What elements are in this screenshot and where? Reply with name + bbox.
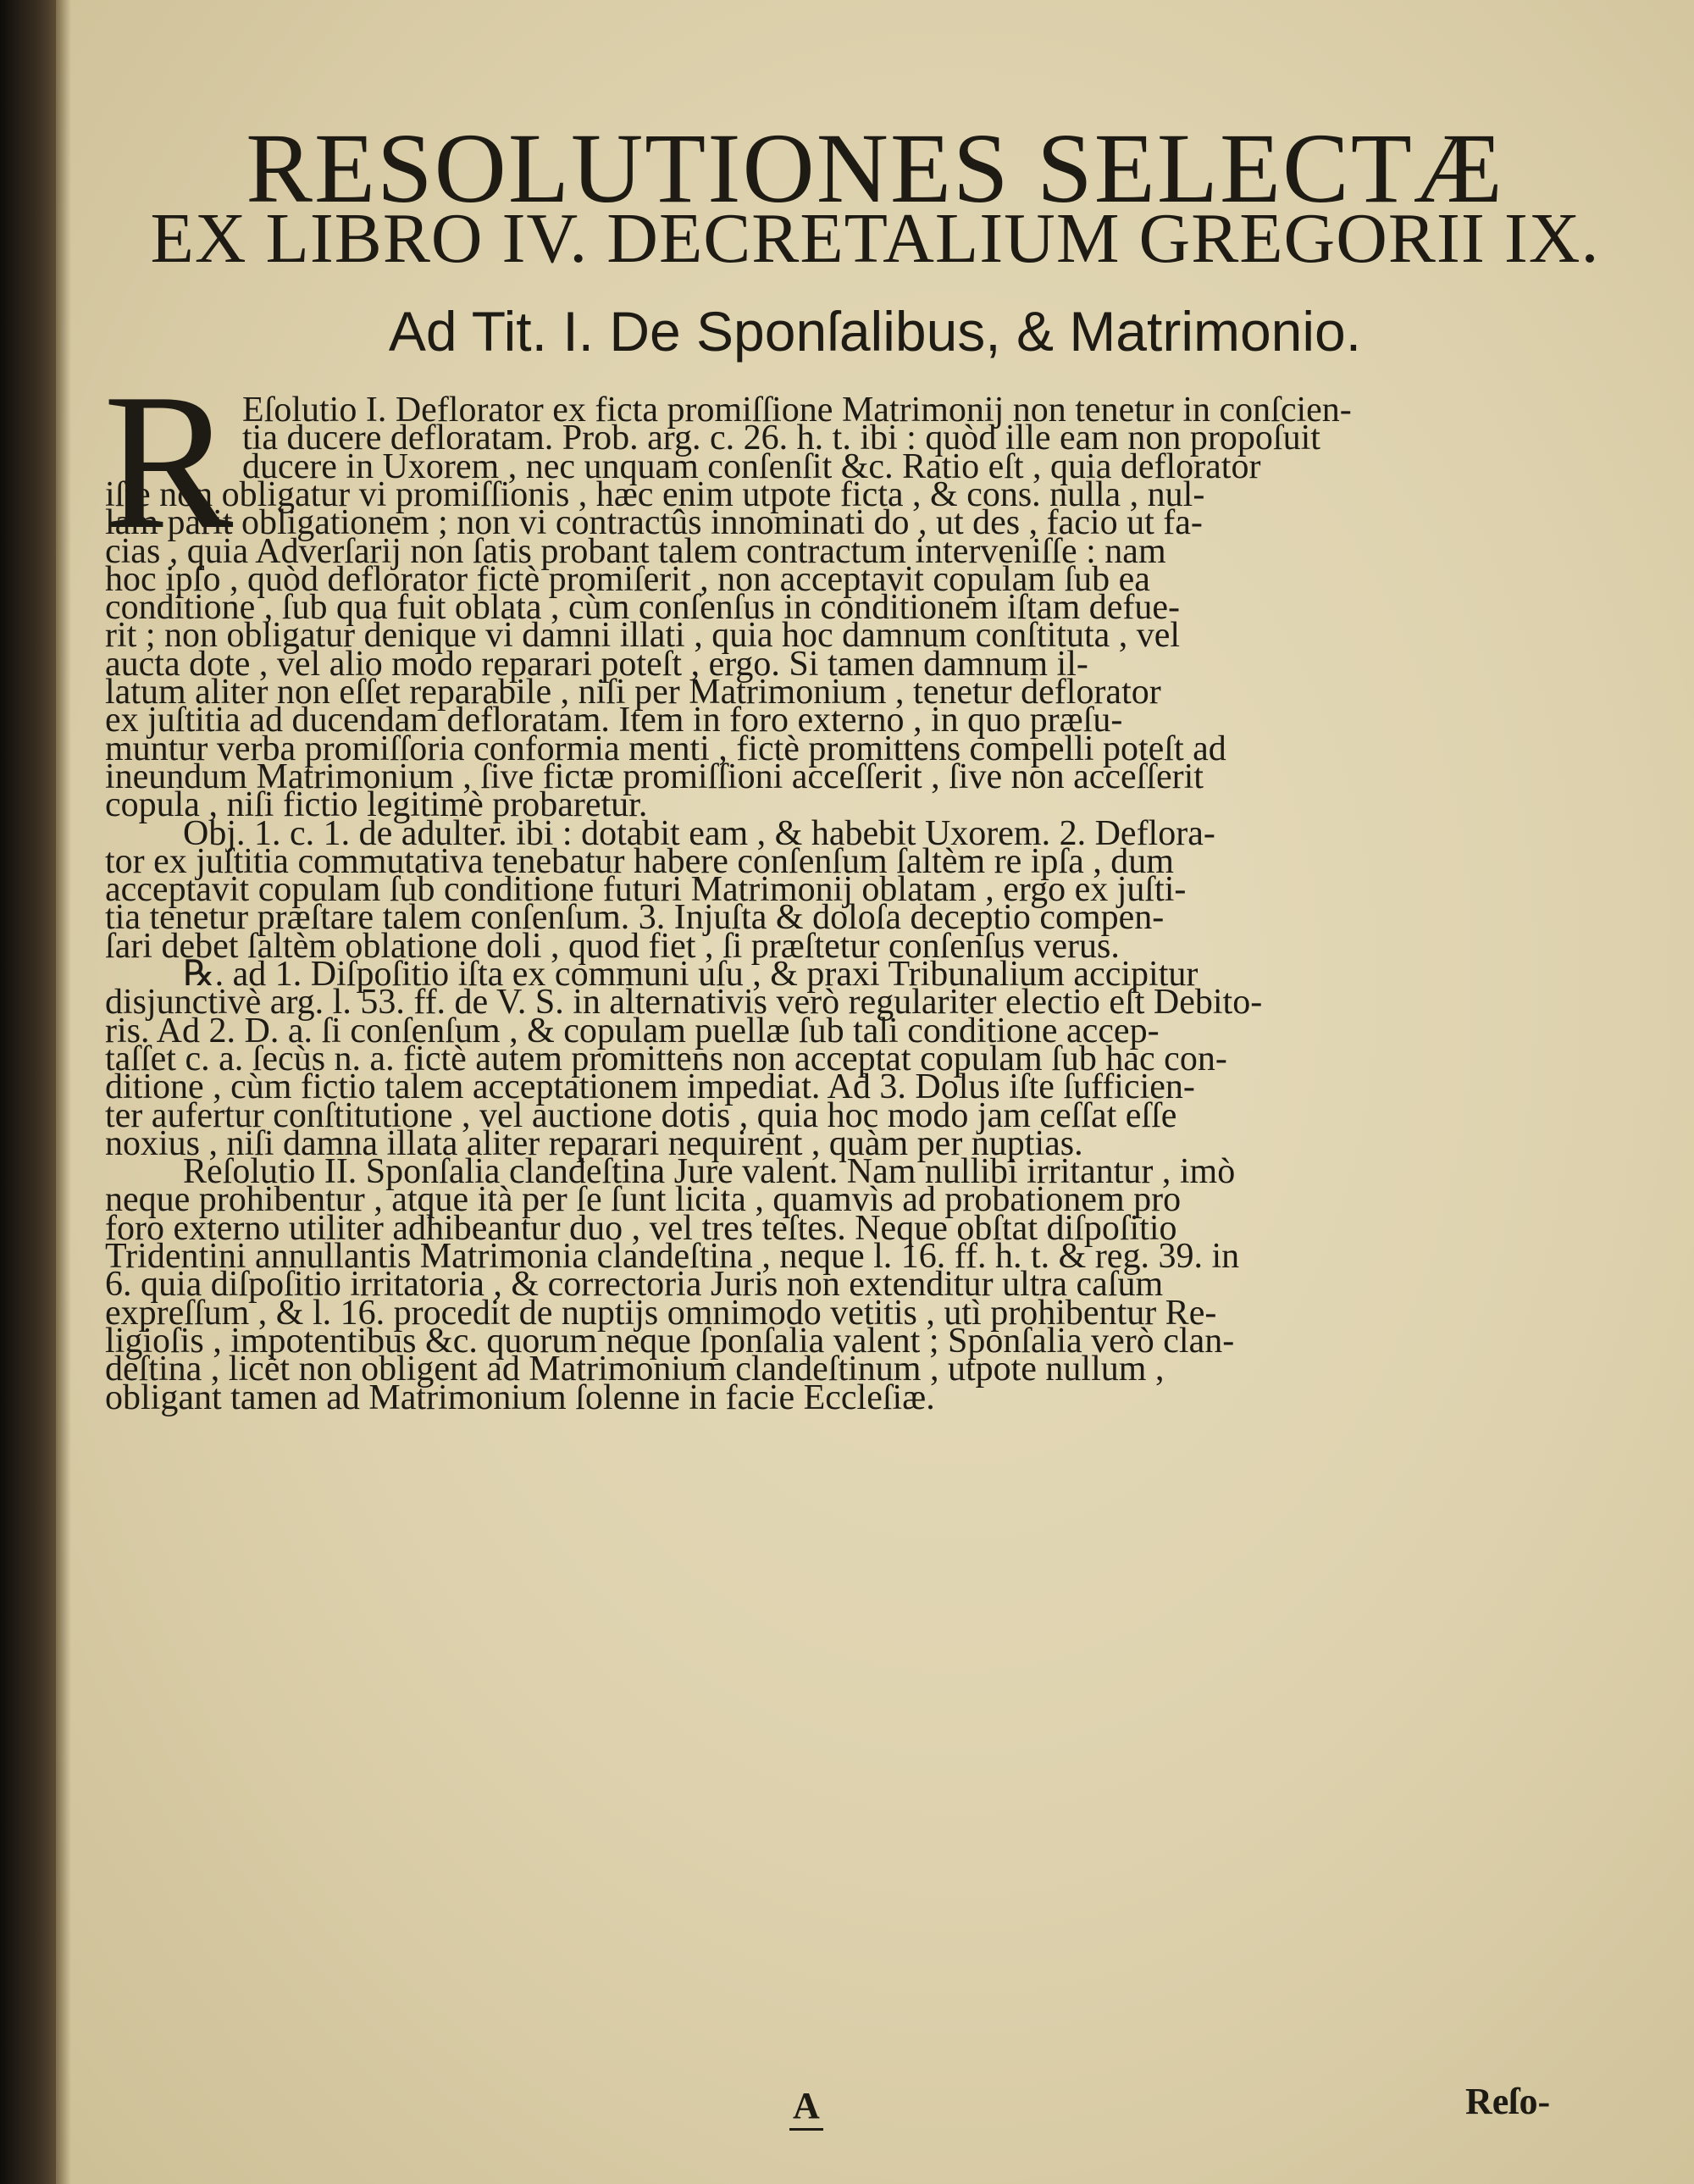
text-line: ſari debet ſaltèm oblatione doli , quod fiet , ſi præſtetur conſenſus verus. bbox=[105, 927, 1120, 966]
signature-underline bbox=[789, 2128, 823, 2131]
text-line: ris. Ad 2. D. a. ſi conſenſum , & copulam puellæ ſub tali conditione accep- bbox=[105, 1012, 1160, 1050]
text-line: 6. quia diſpoſitio irritatoria , & correctoria Juris non extenditur ultra caſum bbox=[105, 1265, 1164, 1304]
text-line: tia ducere defloratam. Prob. arg. c. 26. h. t. ibi : quòd ille eam non propoſuit bbox=[242, 419, 1320, 457]
text-line: lam parit obligationem ; non vi contractûs innominati do , ut des , facio ut fa- bbox=[105, 503, 1203, 542]
book-gutter bbox=[0, 0, 56, 2184]
text-line: ℞. ad 1. Diſpoſitio iſta ex communi uſu , & praxi Tribunalium accipitur bbox=[183, 955, 1199, 994]
text-line: taſſet c. a. ſecùs n. a. fictè autem promittens non acceptat copulam ſub hac con- bbox=[105, 1039, 1227, 1078]
text-line: Reſolutio II. Sponſalia clandeſtina Jure valent. Nam nullibi irritantur , imò bbox=[183, 1152, 1236, 1191]
catchword: Reſo- bbox=[1465, 2081, 1551, 2122]
page-subtitle: EX LIBRO IV. DECRETALIUM GREGORII IX. bbox=[150, 199, 1600, 278]
page bbox=[56, 0, 1694, 2184]
text-line: aucta dote , vel alio modo reparari poteſt , ergo. Si tamen damnum il- bbox=[105, 645, 1088, 684]
text-line: deſtina , licèt non obligent ad Matrimonium clandeſtinum , utpote nullum , bbox=[105, 1350, 1165, 1389]
text-line: ducere in Uxorem , nec unquam conſenſit &c. Ratio eſt , quia deflorator bbox=[242, 447, 1261, 486]
text-line: latum aliter non eſſet reparabile , niſi per Matrimonium , tenetur deflorator bbox=[105, 673, 1161, 712]
text-line: ineundum Matrimonium , ſive fictæ promiſſioni acceſſerit , ſive non acceſſerit bbox=[105, 757, 1204, 796]
text-line: disjunctivè arg. l. 53. ff. de V. S. in alternativis verò regulariter electio eſt Debito- bbox=[105, 983, 1263, 1022]
text-line: hoc ipſo , quòd deflorator fictè promiſerit , non acceptavit copulam ſub ea bbox=[105, 560, 1150, 599]
text-line: copula , niſi fictio legitimè probaretur. bbox=[105, 785, 648, 824]
text-line: tia tenetur præſtare talem conſenſum. 3. Injuſta & doloſa deceptio compen- bbox=[105, 898, 1165, 937]
text-line: Eſolutio I. Deflorator ex ficta promiſſione Matrimonij non tenetur in conſcien- bbox=[242, 391, 1352, 430]
text-line: tor ex juſtitia commutativa tenebatur habere conſenſum ſaltèm re ipſa , dum bbox=[105, 842, 1174, 881]
text-line: neque prohibentur , atque ità per ſe ſunt licita , quamvìs ad probationem pro bbox=[105, 1180, 1182, 1219]
text-line: ter aufertur conſtitutione , vel auctione dotis , quia hoc modo jam ceſſat eſſe bbox=[105, 1096, 1177, 1135]
text-line: cias , quia Adverſarij non ſatis probant talem contractum interveniſſe : nam bbox=[105, 532, 1166, 571]
text-line: Tridentini annullantis Matrimonia clandeſtina , neque l. 16. ff. h. t. & reg. 39. in bbox=[105, 1237, 1240, 1276]
text-line: ditione , cùm fictio talem acceptationem impediat. Ad 3. Dolus iſte ſufficien- bbox=[105, 1067, 1195, 1106]
text-line: noxius , niſi damna illata aliter reparari nequirent , quàm per nuptias. bbox=[105, 1124, 1083, 1163]
text-line: conditione , ſub qua fuit oblata , cùm conſenſus in conditionem iſtam defue- bbox=[105, 588, 1181, 627]
text-line: ligioſis , impotentibus &c. quorum neque ſponſalia valent ; Sponſalia verò clan- bbox=[105, 1322, 1235, 1361]
text-line: acceptavit copulam ſub conditione futuri Matrimonij oblatam , ergo ex juſti- bbox=[105, 870, 1187, 909]
text-line: obligant tamen ad Matrimonium ſolenne in facie Eccleſiæ. bbox=[105, 1378, 935, 1417]
section-heading: Ad Tit. I. De Sponſalibus, & Matrimonio. bbox=[388, 300, 1362, 363]
page-title: RESOLUTIONES SELECTÆ bbox=[246, 113, 1504, 224]
text-line: foro externo utiliter adhibeantur duo , vel tres teſtes. Neque obſtat diſpoſitio bbox=[105, 1209, 1177, 1248]
text-line: ex juſtitia ad ducendam defloratam. Item in foro externo , in quo præſu- bbox=[105, 701, 1123, 740]
text-line: iſte non obligatur vi promiſſionis , hæc enim utpote ficta , & cons. nulla , nul- bbox=[105, 475, 1205, 514]
drop-capital: R bbox=[103, 353, 234, 569]
text-line: expreſſum , & l. 16. procedit de nuptijs omnimodo vetitis , utì prohibentur Re- bbox=[105, 1294, 1217, 1333]
text-line: muntur verba promiſſoria conformia menti , fictè promittens compelli poteſt ad bbox=[105, 729, 1226, 768]
signature-mark: A bbox=[793, 2085, 820, 2126]
text-line: rit ; non obligatur denique vi damni illati , quia hoc damnum conſtituta , vel bbox=[105, 616, 1181, 655]
text-line: Obj. 1. c. 1. de adulter. ibi : dotabit eam , & habebit Uxorem. 2. Deflora- bbox=[183, 814, 1215, 853]
